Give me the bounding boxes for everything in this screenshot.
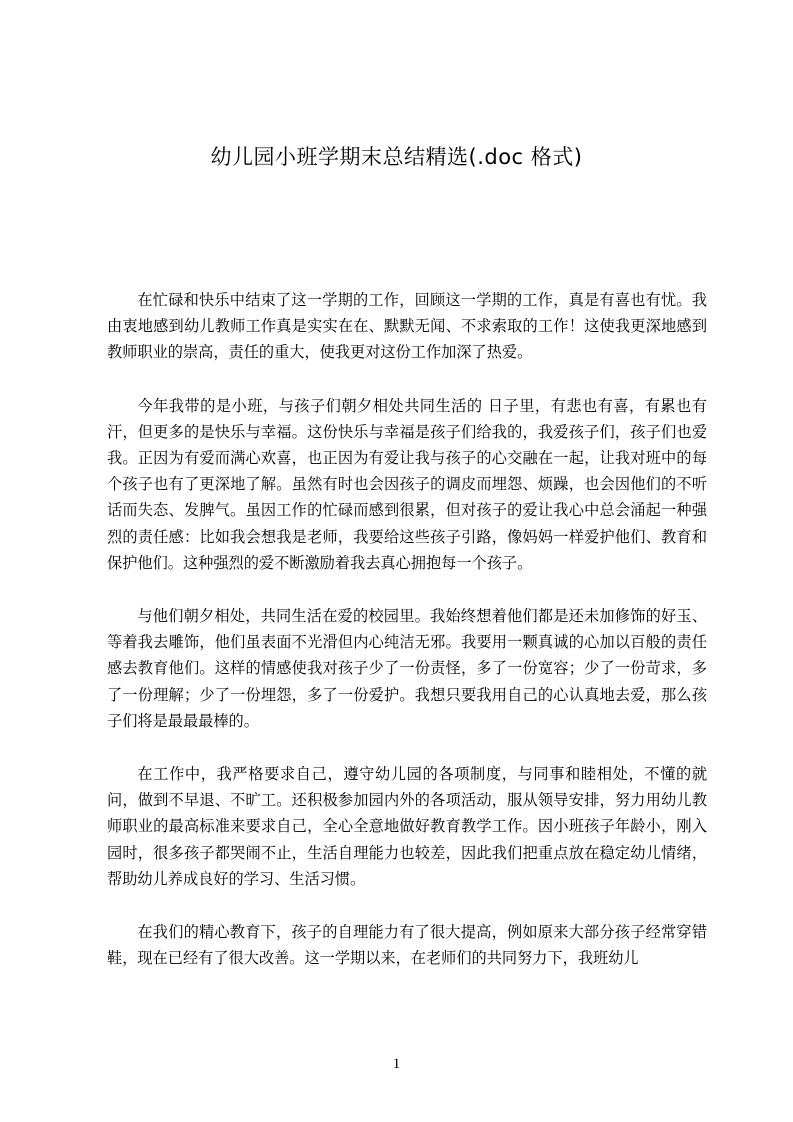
document-body	[107, 287, 707, 998]
document-title: 幼儿园小班学期末总结精选(.doc 格式)	[210, 145, 583, 169]
paragraph-3: 与他们朝夕相处，共同生活在爱的校园里。我始终想着他们都是还未加修饰的好玉、等着我去雕饰，他们虽表面不光滑但内心纯洁无邪。我要用一颗真诚的心加以百般的责任感去教育他们。这样的情感使我对孩子少了一份责怪，多了一份宽容；少了一份苛求，多了一份理解；少了一份埋怨，多了一份爱护。我想只要我用自己的心认真地去爱，那么孩子们将是最最最棒的。	[107, 607, 707, 730]
paragraph-5: 在我们的精心教育下，孩子的自理能力有了很大提高，例如原来大部分孩子经常穿错鞋，现在已经有了很大改善。这一学期以来，在老师们的共同努力下，我班幼儿	[107, 923, 707, 968]
paragraph-1: 在忙碌和快乐中结束了这一学期的工作，回顾这一学期的工作，真是有喜也有忧。我由衷地感到幼儿教师工作真是实实在在、默默无闻、不求索取的工作！这使我更深地感到教师职业的崇高，责任的重大，使我更对这份工作加深了热爱。	[107, 291, 707, 362]
paragraph-4: 在工作中，我严格要求自己，遵守幼儿园的各项制度，与同事和睦相处，不懂的就问，做到不早退、不旷工。还积极参加园内外的各项活动，服从领导安排，努力用幼儿教师职业的最高标准来要求自己，全心全意地做好教育教学工作。因小班孩子年龄小，刚入园时，很多孩子都哭闹不止，生活自理能力也较差，因此我们把重点放在稳定幼儿情绪，帮助幼儿养成良好的学习、生活习惯。	[107, 765, 707, 888]
page-number: 1	[392, 1056, 401, 1072]
paragraph-2: 今年我带的是小班，与孩子们朝夕相处共同生活的 日子里，有悲也有喜，有累也有汗，但更多的是快乐与幸福。这份快乐与幸福是孩子们给我的，我爱孩子们，孩子们也爱我。正因为有爱而满心欢喜，也正因为有爱让我与孩子的心交融在一起，让我对班中的每个孩子也有了更深地了解。虽然有时也会因孩子的调皮而埋怨、烦躁，也会因他们的不听话而失态、发脾气。虽因工作的忙碌而感到很累，但对孩子的爱让我心中总会涌起一种强烈的责任感：比如我会想我是老师，我要给这些孩子引路，像妈妈一样爱护他们、教育和保护他们。这种强烈的爱不断激励着我去真心拥抱每一个孩子。	[107, 396, 707, 572]
